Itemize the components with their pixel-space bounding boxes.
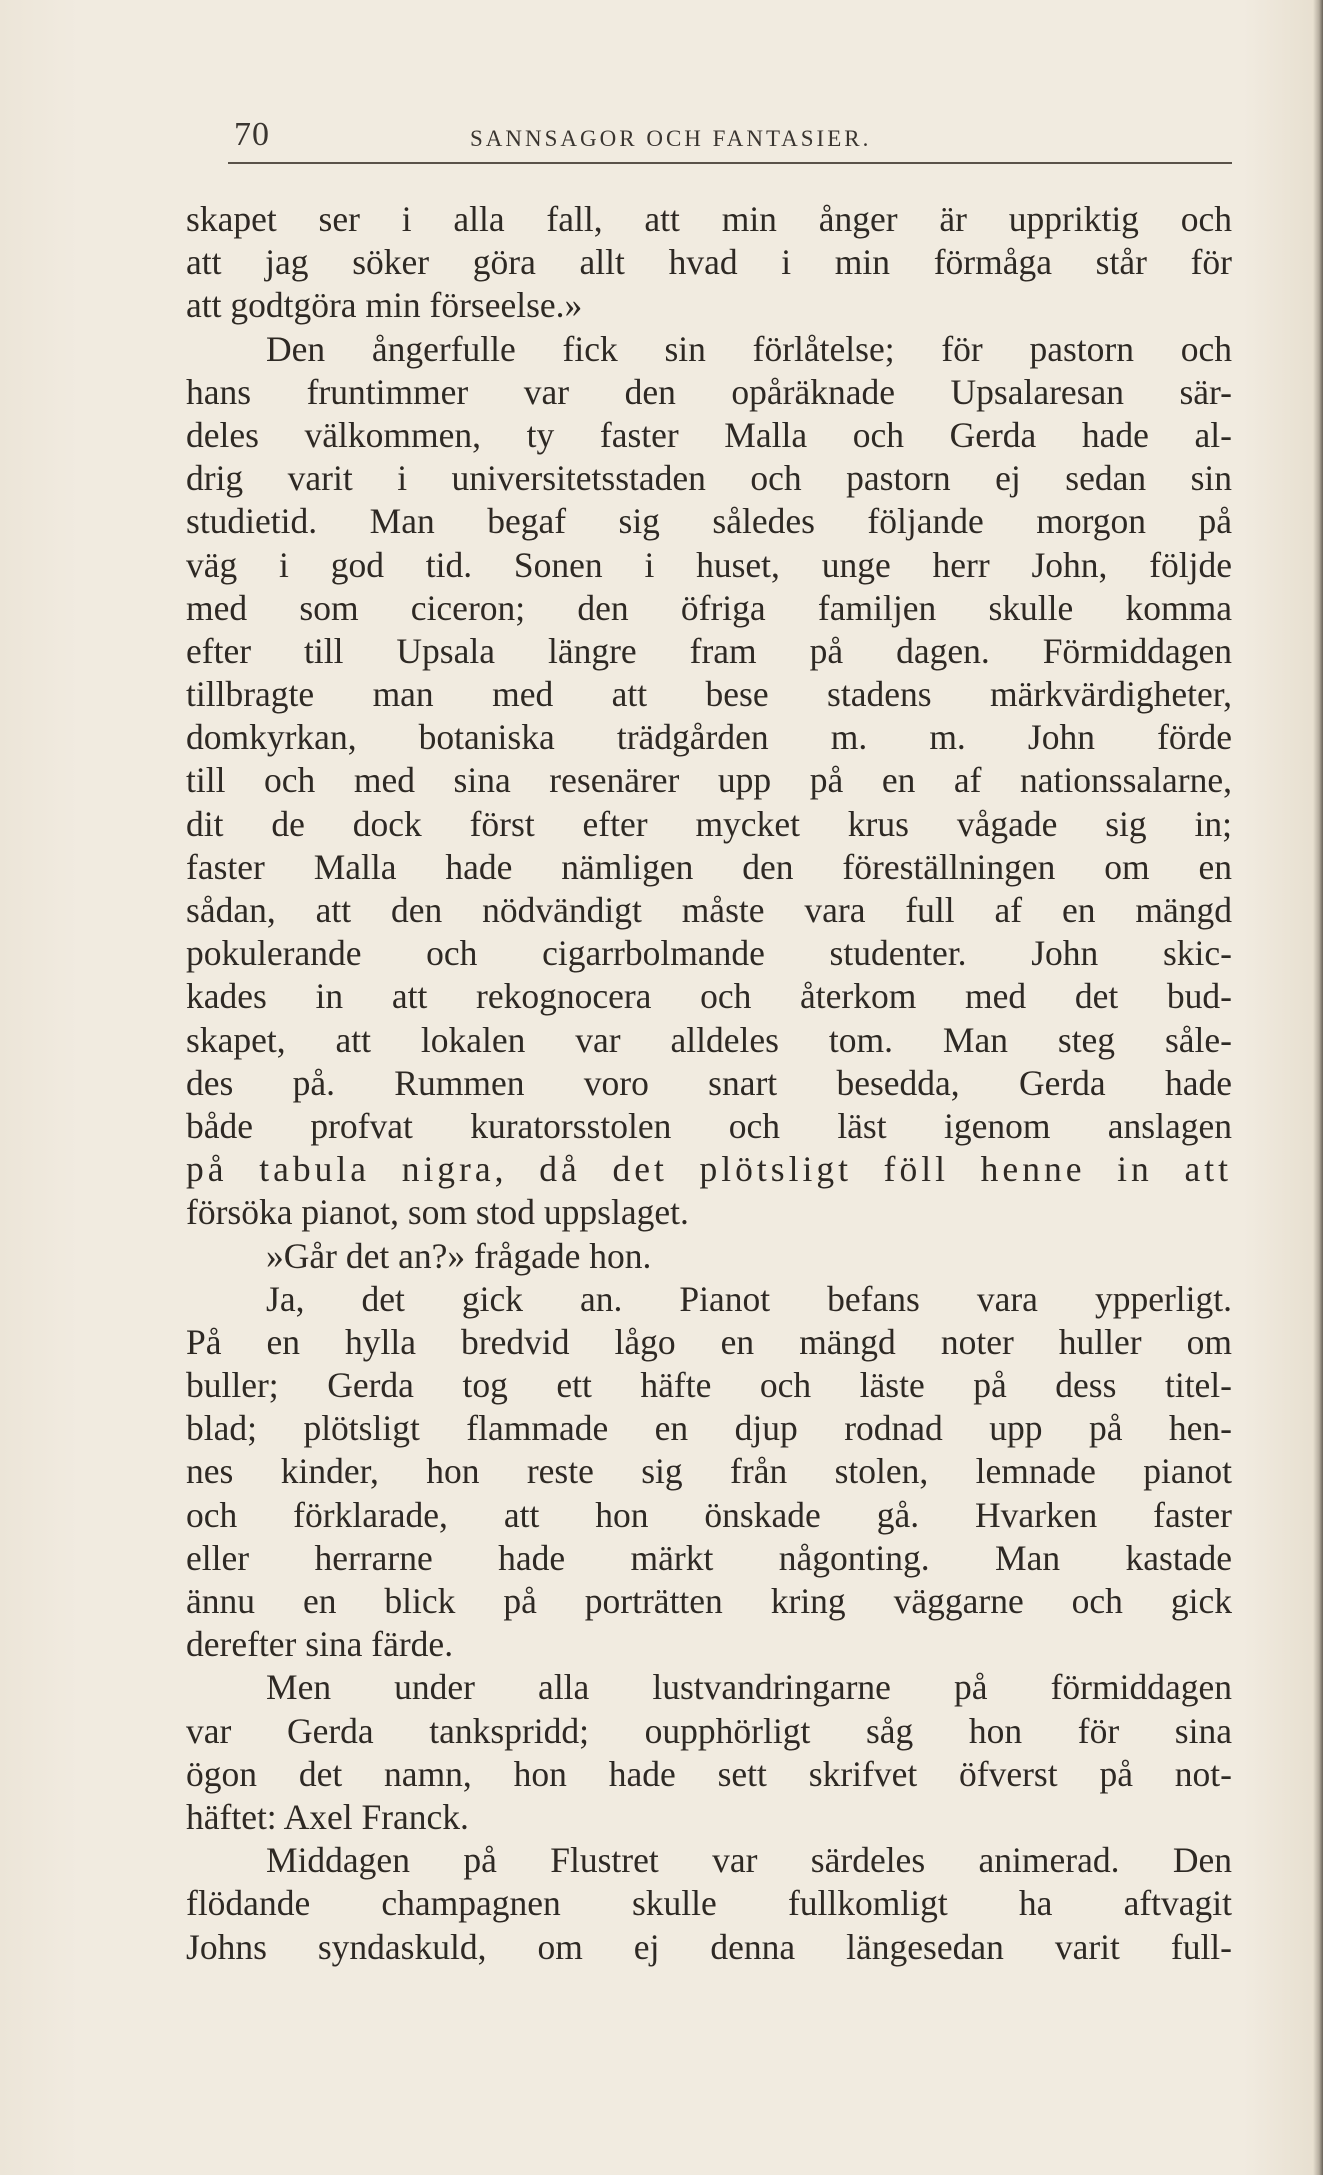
text-line: Ja, det gick an. Pianot befans vara ypperligt. <box>266 1278 1232 1319</box>
text-line: deles välkommen, ty faster Malla och Gerda hade al- <box>186 414 1232 455</box>
text-line: att jag söker göra allt hvad i min förmåga står för <box>186 242 1232 283</box>
text-line: Men under alla lustvandringarne på förmiddagen <box>266 1667 1232 1708</box>
page-number: 70 <box>234 116 270 153</box>
text-line: pokulerande och cigarrbolmande studenter. John skic- <box>186 933 1232 974</box>
text-line: försöka pianot, som stod uppslaget. <box>186 1192 689 1233</box>
text-line: studietid. Man begaf sig således följande morgon på <box>186 501 1232 542</box>
text-line: med som ciceron; den öfriga familjen skulle komma <box>186 587 1232 628</box>
text-line: dit de dock först efter mycket krus vågade sig in; <box>186 803 1232 844</box>
text-line: drig varit i universitetsstaden och pastorn ej sedan sin <box>186 458 1232 499</box>
text-line: buller; Gerda tog ett häfte och läste på dess titel- <box>186 1365 1232 1406</box>
text-line: ännu en blick på porträtten kring väggarne och gick <box>186 1581 1232 1621</box>
text-line: häftet: Axel Franck. <box>186 1796 469 1837</box>
text-line: både profvat kuratorsstolen och läst igenom anslagen <box>186 1105 1232 1146</box>
text-line: sådan, att den nödvändigt måste vara full af en mängd <box>186 890 1232 930</box>
text-line: nes kinder, hon reste sig från stolen, lemnade pianot <box>186 1451 1232 1492</box>
text-line: väg i god tid. Sonen i huset, unge herr John, följde <box>186 544 1232 585</box>
text-line: »Går det an?» frågade hon. <box>266 1235 652 1276</box>
text-line: des på. Rummen voro snart besedda, Gerda hade <box>186 1062 1232 1103</box>
text-line: Middagen på Flustret var särdeles animerad. Den <box>266 1840 1232 1881</box>
text-line: hans fruntimmer var den opåräknade Upsalaresan sär- <box>186 371 1232 412</box>
body-text <box>186 198 1232 1969</box>
text-line: att godtgöra min förseelse.» <box>186 285 583 326</box>
text-line: tillbragte man med att bese stadens märkvärdigheter, <box>186 674 1232 715</box>
text-line: flödande champagnen skulle fullkomligt ha aftvagit <box>186 1883 1232 1924</box>
text-line: kades in att rekognocera och återkom med det bud- <box>186 976 1232 1017</box>
text-line: ögon det namn, hon hade sett skrifvet öfverst på not- <box>186 1753 1232 1794</box>
text-line: till och med sina resenärer upp på en af nationssalarne, <box>186 760 1232 801</box>
page-header <box>186 112 1232 166</box>
text-line: På en hylla bredvid lågo en mängd noter huller om <box>186 1321 1232 1362</box>
text-line: skapet ser i alla fall, att min ånger är uppriktig och <box>186 199 1232 239</box>
running-title: SANNSAGOR OCH FANTASIER. <box>470 126 872 151</box>
text-line: och förklarade, att hon önskade gå. Hvarken faster <box>186 1494 1232 1535</box>
page-edge-shadow <box>1313 0 1323 2175</box>
text-line: blad; plötsligt flammade en djup rodnad upp på hen- <box>186 1408 1232 1449</box>
header-rule <box>228 162 1232 164</box>
text-line: Johns syndaskuld, om ej denna längesedan varit full- <box>186 1926 1232 1967</box>
text-line: var Gerda tankspridd; oupphörligt såg hon för sina <box>186 1710 1232 1751</box>
text-line: Den ångerfulle fick sin förlåtelse; för pastorn och <box>266 328 1232 369</box>
text-line: derefter sina färde. <box>186 1624 454 1665</box>
text-line: skapet, att lokalen var alldeles tom. Man steg såle- <box>186 1019 1232 1060</box>
text-line: eller herrarne hade märkt någonting. Man kastade <box>186 1537 1232 1578</box>
text-line: efter till Upsala längre fram på dagen. Förmiddagen <box>186 630 1232 671</box>
text-line: faster Malla hade nämligen den föreställningen om en <box>186 846 1232 887</box>
text-line: domkyrkan, botaniska trädgården m. m. John förde <box>186 717 1232 758</box>
text-line: på tabula nigra, då det plötsligt föll henne in att <box>186 1149 1232 1190</box>
